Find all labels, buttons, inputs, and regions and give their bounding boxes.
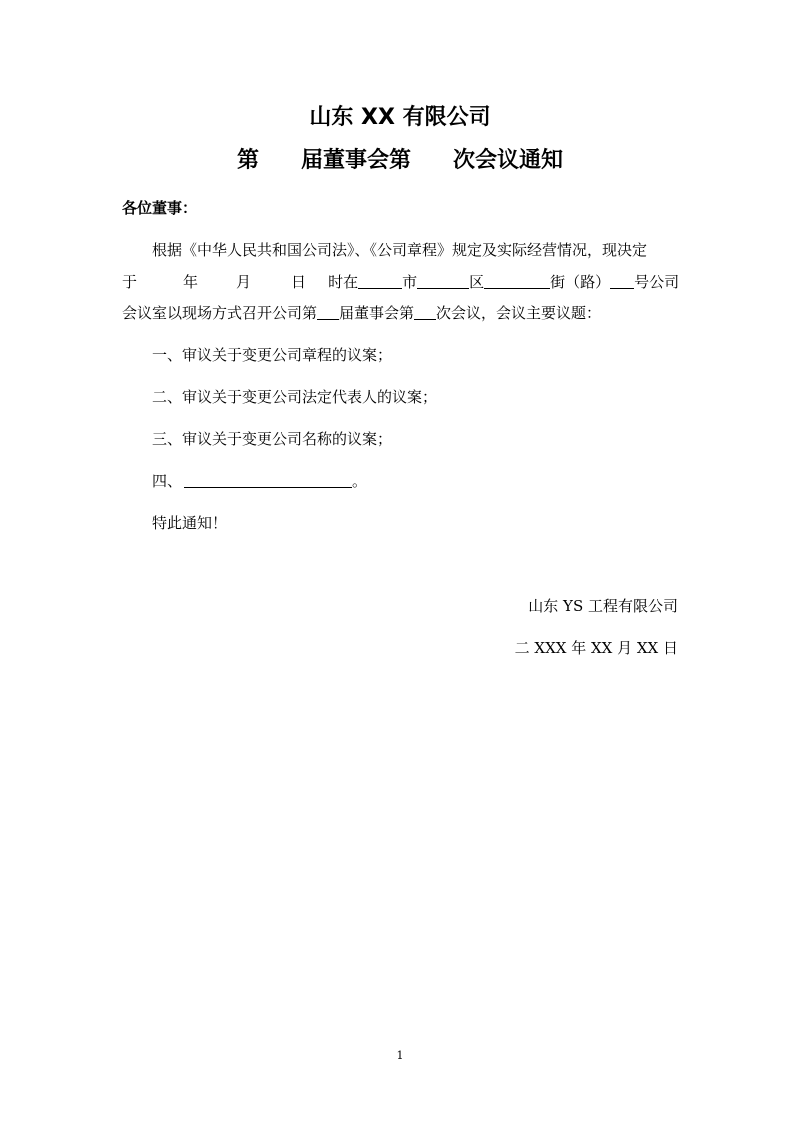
shi-zai-text: 时在 bbox=[328, 273, 359, 291]
meeting-title-part1: 第 bbox=[236, 148, 259, 173]
meeting-number-blank bbox=[414, 303, 436, 320]
session-blank bbox=[317, 303, 339, 320]
meeting-title-part3: 次会议通知 bbox=[453, 148, 564, 173]
ri-text: 日 bbox=[291, 273, 307, 291]
number-blank bbox=[610, 272, 634, 289]
shi-text: 市 bbox=[402, 273, 418, 291]
closing-text: 特此通知！ bbox=[152, 514, 228, 532]
agenda-item-4 bbox=[152, 471, 367, 491]
qu-text: 区 bbox=[469, 273, 485, 291]
intro-line-3-suffix: 次会议，会议主要议题： bbox=[436, 304, 602, 322]
district-blank bbox=[417, 272, 469, 289]
agenda-item-4-blank bbox=[184, 471, 352, 488]
jie-lu-text: 街（路） bbox=[550, 273, 611, 291]
intro-line-2 bbox=[122, 272, 679, 292]
signer-company: 山东 YS 工程有限公司 bbox=[528, 597, 678, 615]
company-title: 山东 XX 有限公司 bbox=[309, 105, 491, 130]
hao-gongsi-text: 号公司 bbox=[634, 273, 680, 291]
intro-line-3-middle: 届董事会第 bbox=[339, 304, 415, 322]
agenda-item-3: 三、审议关于变更公司名称的议案； bbox=[152, 430, 393, 448]
intro-line-3-prefix: 会议室以现场方式召开公司第 bbox=[122, 304, 318, 322]
agenda-item-4-prefix: 四、 bbox=[152, 472, 183, 490]
salutation: 各位董事： bbox=[122, 199, 198, 217]
street-blank bbox=[484, 272, 550, 289]
meeting-title-part2: 届董事会第 bbox=[300, 148, 411, 173]
agenda-item-1: 一、审议关于变更公司章程的议案； bbox=[152, 346, 393, 364]
nian-text: 年 bbox=[183, 273, 199, 291]
meeting-title bbox=[0, 147, 800, 175]
signature-date: 二 XXX 年 XX 月 XX 日 bbox=[514, 639, 678, 657]
intro-line-3 bbox=[122, 303, 601, 323]
yue-text: 月 bbox=[236, 273, 252, 291]
agenda-item-4-suffix: 。 bbox=[352, 472, 368, 490]
page-number: 1 bbox=[396, 1049, 404, 1062]
yu-text: 于 bbox=[122, 273, 138, 291]
intro-line-1: 根据《中华人民共和国公司法》、《公司章程》规定及实际经营情况，现决定 bbox=[152, 241, 648, 259]
city-blank bbox=[358, 272, 402, 289]
agenda-item-2: 二、审议关于变更公司法定代表人的议案； bbox=[152, 388, 438, 406]
